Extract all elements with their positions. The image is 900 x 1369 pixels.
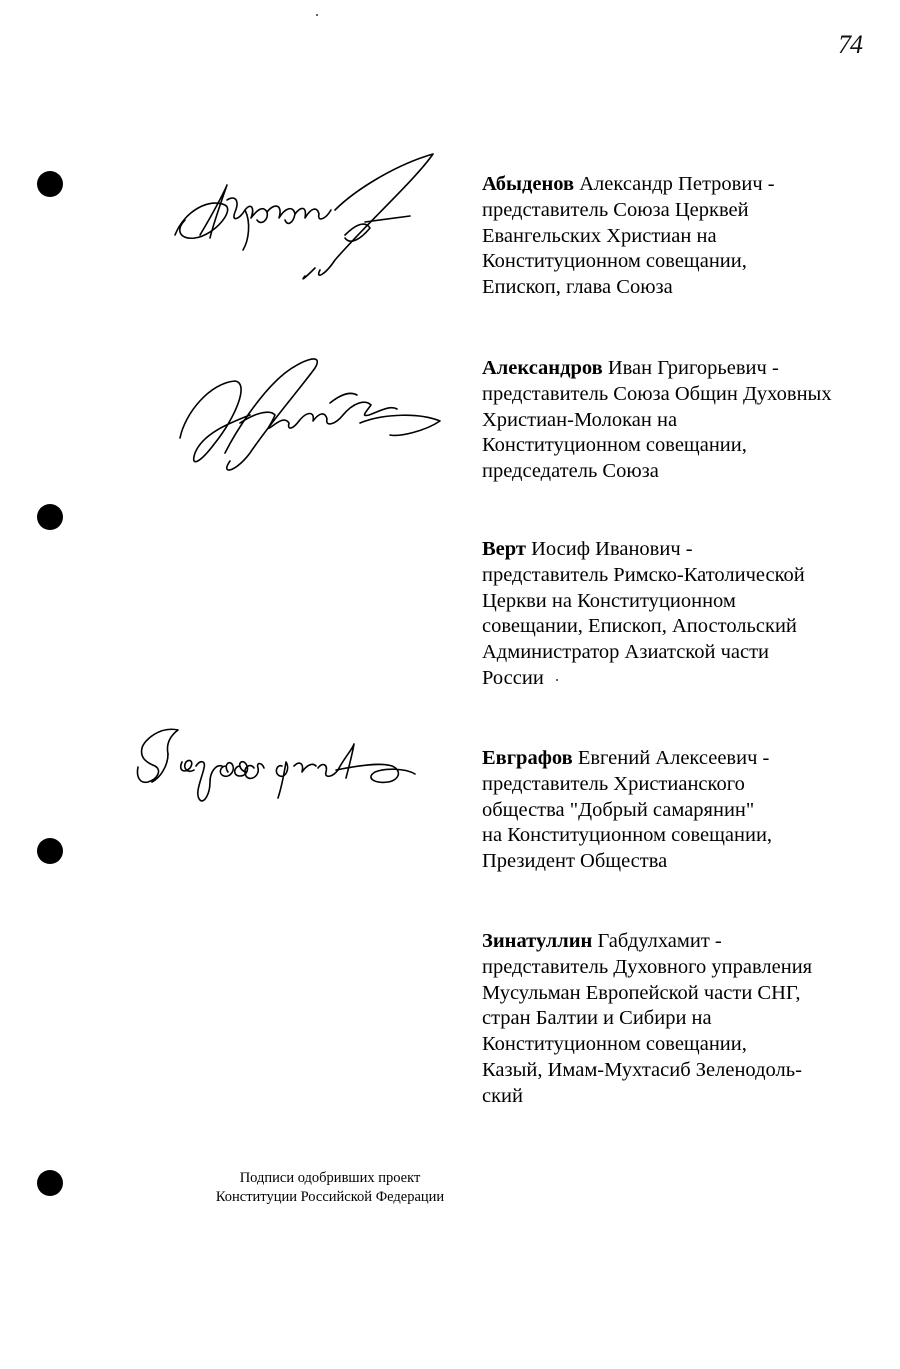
footer-caption xyxy=(180,1169,480,1207)
punch-hole xyxy=(37,838,63,864)
punch-hole xyxy=(37,1170,63,1196)
punch-hole xyxy=(37,504,63,530)
signatory-details: Габдулхамит - представитель Духовного управления Мусульман Европейской части СНГ, стран Балтии и Сибири на Конституционном совещании, Казый, Имам-Мухтасиб Зеленодоль- ский xyxy=(482,930,813,1107)
signatory-entry-vert xyxy=(482,537,882,692)
signatory-entry-evgrafov xyxy=(482,746,882,875)
signatory-details: Александр Петрович - представитель Союза Церквей Евангельских Христиан на Конституционном совещании, Епископ, глава Союза xyxy=(482,173,775,299)
signatory-details: Иван Григорьевич - представитель Союза Общин Духовных Христиан-Молокан на Конституционном совещании, председатель Союза xyxy=(482,357,832,483)
signature-evgrafov xyxy=(130,722,430,812)
page-number: 74 xyxy=(838,30,862,59)
punch-hole xyxy=(37,171,63,197)
footer-caption-line: Конституции Российской Федерации xyxy=(215,1189,445,1205)
signatory-entry-abydenov xyxy=(482,172,882,301)
signatory-surname: Александров xyxy=(482,357,603,379)
signatory-surname: Верт xyxy=(482,538,526,560)
signatory-surname: Зинатуллин xyxy=(482,930,593,952)
signature-aleksandrov xyxy=(175,343,455,483)
signatory-entry-zinatullin xyxy=(482,929,882,1110)
signatory-surname: Абыденов xyxy=(482,173,575,195)
signatory-surname: Евграфов xyxy=(482,747,573,769)
signatory-details: Евгений Алексеевич - представитель Христианского общества "Добрый самарянин" на Конституционном совещании, Президент Общества xyxy=(482,747,773,873)
signatory-details: Иосиф Иванович - представитель Римско-Католической Церкви на Конституционном совещании, Епископ, Апостольский Администратор Азиатской части России xyxy=(482,538,805,689)
speck xyxy=(316,14,318,16)
signatory-entry-aleksandrov xyxy=(482,356,882,485)
footer-caption-line: Подписи одобривших проект xyxy=(239,1170,421,1186)
signature-abydenov xyxy=(165,150,445,290)
